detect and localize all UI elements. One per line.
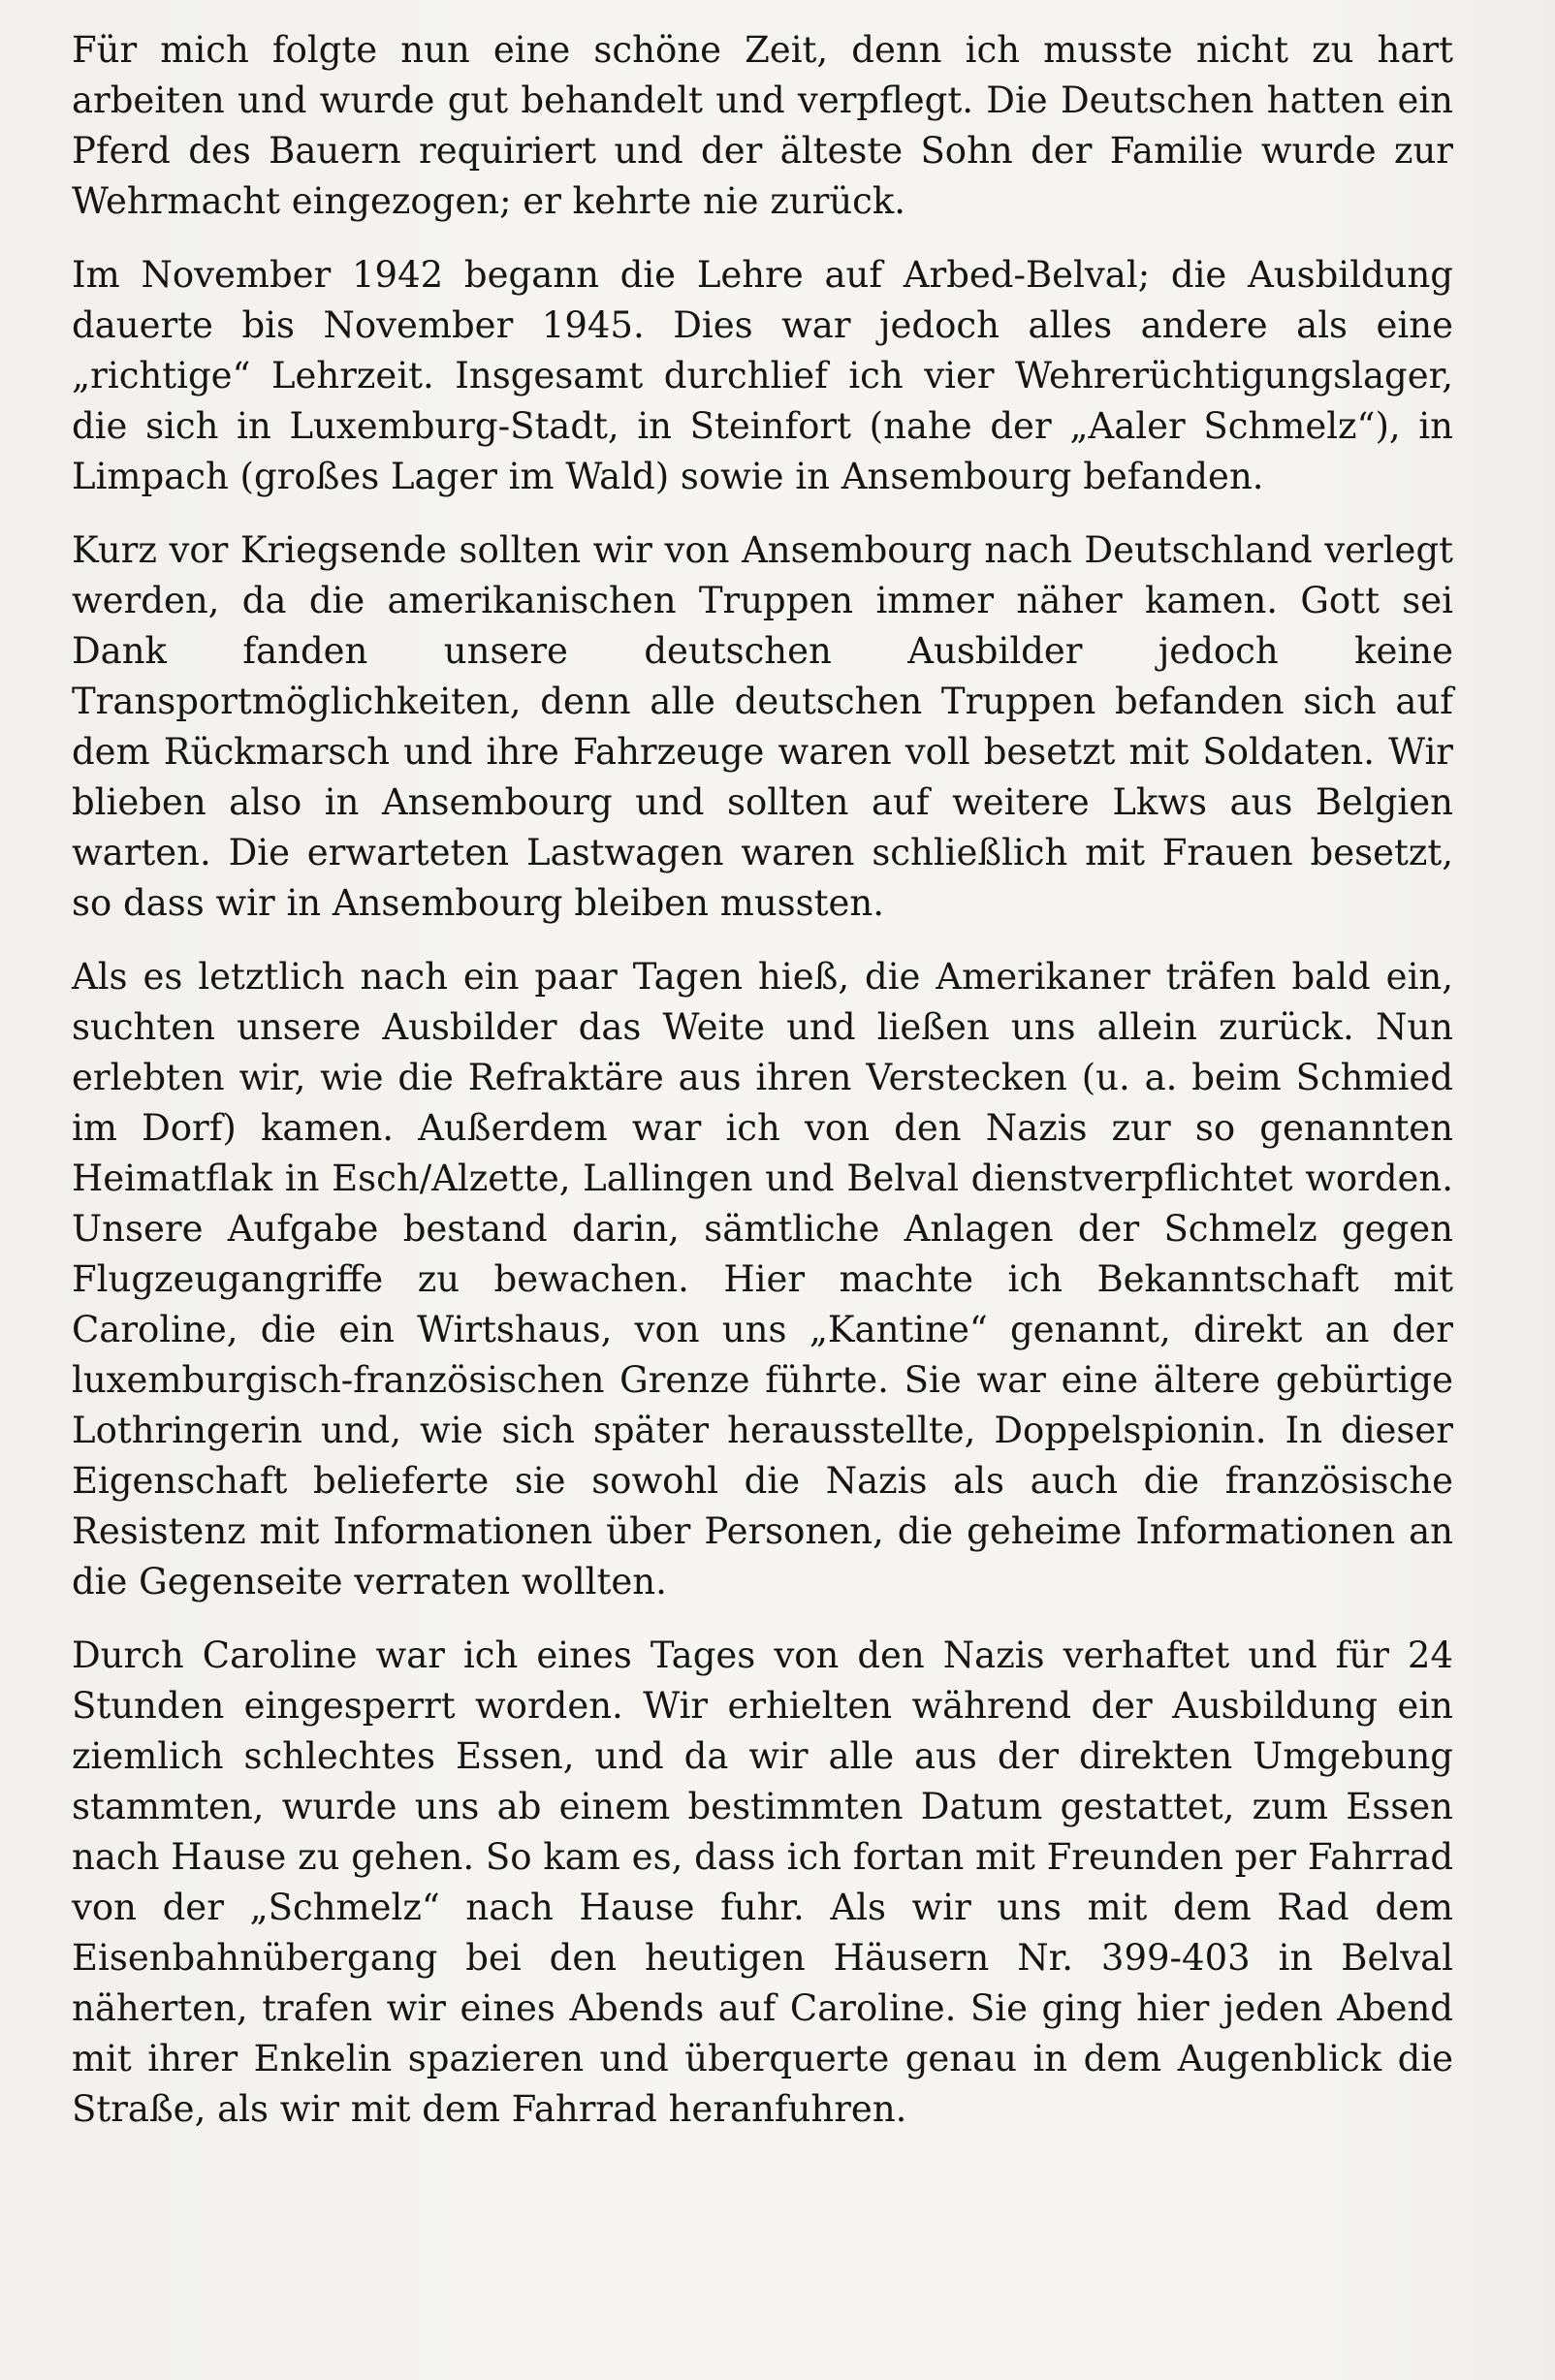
paragraph-4: Als es letztlich nach ein paar Tagen hieß, die Amerikaner träfen bald ein, suchten unsere Ausbilder das Weite und ließen uns allein zurück. Nun erlebten wir, wie die Refraktäre aus ihren Verstecken (u. a. beim Schmied im Dorf) kamen. Außerdem war ich von den Nazis zur so genannten Heimatflak in Esch/Alzette, Lallingen und Belval dienstverpflichtet worden. Unsere Aufgabe bestand darin, sämtliche Anlagen der Schmelz gegen Flugzeugangriffe zu bewachen. Hier machte ich Bekanntschaft mit Caroline, die ein Wirtshaus, von uns „Kantine“ genannt, direkt an der luxemburgisch-französischen Grenze führte. Sie war eine ältere gebürtige Lothringerin und, wie sich später herausstellte, Doppelspionin. In dieser Eigenschaft belieferte sie sowohl die Nazis als auch die französische Resistenz mit Informationen über Personen, die geheime Informationen an die Gegenseite verraten wollten. <box>72 956 1453 1603</box>
paragraph-1: Für mich folgte nun eine schöne Zeit, denn ich musste nicht zu hart arbeiten und wurde gut behandelt und verpflegt. Die Deutschen hatten ein Pferd des Bauern requiriert und der älteste Sohn der Familie wurde zur Wehrmacht eingezogen; er kehrte nie zurück. <box>72 29 1453 222</box>
paragraph-2: Im November 1942 begann die Lehre auf Arbed-Belval; die Ausbildung dauerte bis November 1945. Dies war jedoch alles andere als eine „richtige“ Lehrzeit. Insgesamt durchlief ich vier Wehrerüchtigungslager, die sich in Luxemburg-Stadt, in Steinfort (nahe der „Aaler Schmelz“), in Limpach (großes Lager im Wald) sowie in Ansembourg befanden. <box>72 254 1453 497</box>
paragraph-5: Durch Caroline war ich eines Tages von den Nazis verhaftet und für 24 Stunden eingesperrt worden. Wir erhielten während der Ausbildung ein ziemlich schlechtes Essen, und da wir alle aus der direkten Umgebung stammten, wurde uns ab einem bestimmten Datum gestattet, zum Essen nach Hause zu gehen. So kam es, dass ich fortan mit Freunden per Fahrrad von der „Schmelz“ nach Hause fuhr. Als wir uns mit dem Rad dem Eisenbahnübergang bei den heutigen Häusern Nr. 399-403 in Belval näherten, trafen wir eines Abends auf Caroline. Sie ging hier jeden Abend mit ihrer Enkelin spazieren und überquerte genau in dem Augenblick die Straße, als wir mit dem Fahrrad heranfuhren. <box>72 1634 1453 2130</box>
paragraph-3: Kurz vor Kriegsende sollten wir von Ansembourg nach Deutschland verlegt werden, da die amerikanischen Truppen immer näher kamen. Gott sei Dank fanden unsere deutschen Ausbilder jedoch keine Transportmöglichkeiten, denn alle deutschen Truppen befanden sich auf dem Rückmarsch und ihre Fahrzeuge waren voll besetzt mit Soldaten. Wir blieben also in Ansembourg und sollten auf weitere Lkws aus Belgien warten. Die erwarteten Lastwagen waren schließlich mit Frauen besetzt, so dass wir in Ansembourg bleiben mussten. <box>72 529 1453 924</box>
text-column <box>72 25 1453 2135</box>
